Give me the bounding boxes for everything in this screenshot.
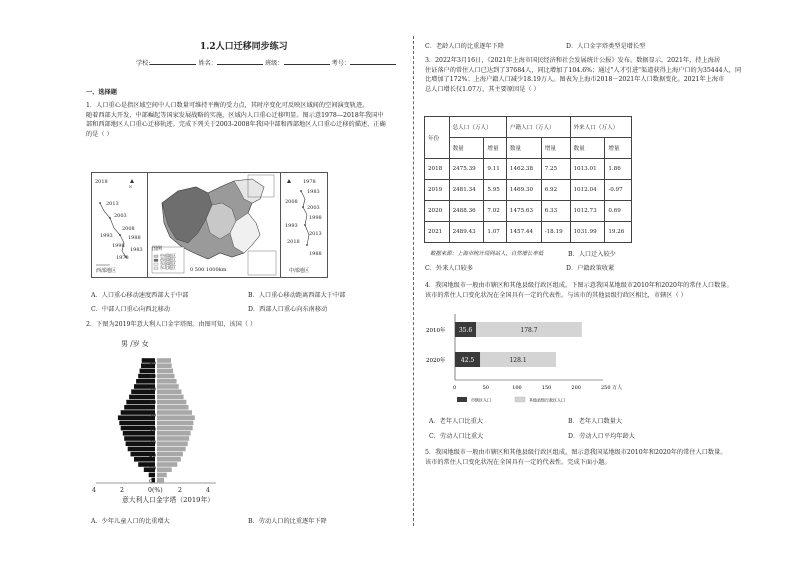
west-year-label: 2008	[122, 226, 135, 232]
sub-header: 增量	[484, 138, 507, 159]
table-row	[425, 201, 632, 222]
female-bar	[157, 441, 188, 446]
q4-option-a[interactable]: A．老年人口比重大	[429, 418, 483, 425]
q2-option-a[interactable]: A．少年儿童人口的比重增大	[91, 518, 170, 525]
legend-item: 中部地区	[160, 253, 177, 259]
west-year-label: 2003	[114, 213, 127, 219]
table-cell: 1031.99	[570, 222, 605, 243]
q2-stem: 2．下图为2019年意大利人口金字塔图。由图可知，该国（ ）	[86, 321, 257, 328]
central-year-label: 2018	[287, 239, 300, 245]
table-cell: 1.07	[484, 222, 507, 243]
west-year-label: 2013	[106, 201, 119, 207]
map-scale: 0 500 1000km	[190, 267, 227, 273]
tick-group	[453, 384, 622, 391]
central-year-label: 2008	[285, 199, 298, 205]
field-number-label: 考号：	[331, 60, 351, 67]
west-year-label: 2018	[95, 179, 108, 185]
q1-line: 部和西部地区人口重心迁移轨迹。完成下列关于2003-2008年我国中部和西部地区人口重心迁移的描述，正确	[86, 121, 386, 129]
table-cell: 2018	[425, 159, 450, 180]
population-bar-chart	[425, 312, 645, 412]
central-year-label: 1998	[309, 215, 322, 221]
central-year-label: 1988	[309, 251, 322, 257]
bar-value-label: 35.6	[458, 327, 473, 334]
table-cell: 2475.39	[449, 159, 484, 180]
q1-option-c[interactable]: C．中部人口重心向西北移动	[91, 306, 170, 313]
axis-tick: 0	[148, 487, 152, 494]
table-cell: 6.33	[541, 201, 570, 222]
female-bar	[157, 421, 193, 426]
female-bar	[157, 426, 193, 431]
female-bar	[157, 478, 164, 483]
west-year-label: 1983	[130, 247, 143, 253]
table-body	[425, 159, 632, 243]
age-label: 0	[149, 478, 153, 485]
field-number-blank[interactable]	[350, 58, 396, 65]
table-cell: 2019	[425, 180, 450, 201]
table-cell: 0.69	[605, 201, 632, 222]
table-cell: 7.25	[541, 159, 570, 180]
bar-value-label: 178.7	[520, 327, 538, 334]
age-label: 60	[149, 400, 157, 407]
q4-line: 该市的常住人口变化状况在全国具有一定的代表性。与该市的其他县级行政区相比，市辖区（ ）	[425, 291, 687, 299]
pyramid-bars	[118, 358, 195, 482]
x-tick-label: 50	[482, 385, 489, 391]
table-cell: 1013.01	[570, 159, 605, 180]
legend-item: 东部地区	[160, 261, 177, 267]
west-trajectory-svg	[92, 173, 147, 277]
q3-option-d[interactable]: D．户籍政策收紧	[566, 265, 615, 272]
age-label: 90	[149, 361, 157, 367]
table-cell: 1462.38	[506, 159, 541, 180]
x-tick-label: 0	[453, 385, 457, 391]
q5-stem	[425, 448, 775, 467]
table-cell: 1012.73	[570, 201, 605, 222]
table-cell: 2021	[425, 222, 450, 243]
legend-item: 西部地区	[160, 257, 177, 263]
legend-item: 东北地区	[160, 265, 177, 271]
table-cell: 1.86	[605, 159, 632, 180]
female-bar	[157, 379, 177, 384]
x-tick-label: 100	[512, 385, 522, 391]
central-year-label: 2013	[309, 231, 322, 237]
q3-line: 3．2022年3月16日，《2021年上海市国民经济和社会发展统计公报》发布。数据显示，2021年，持上海居	[425, 57, 721, 64]
central-year-label: 1978	[303, 179, 316, 185]
q4-option-d[interactable]: D．劳动人口平均年龄大	[568, 433, 635, 440]
west-year-label: 1993	[100, 233, 113, 239]
table-cell: 5.95	[484, 180, 507, 201]
central-year-label: 2003	[307, 205, 320, 211]
female-bar	[157, 467, 172, 472]
legend-title: 图例	[152, 246, 163, 252]
central-year-label: 1983	[307, 189, 320, 195]
central-region-map	[280, 172, 328, 278]
q1-line: 1．人口重心是指区域空间中人口数量可维持平衡的受力点，其时序变化可反映区域间的空间演变轨迹。	[86, 102, 369, 109]
header-fields	[136, 58, 396, 69]
q4-option-b[interactable]: B．老年人口数量大	[568, 418, 623, 425]
q4-option-c[interactable]: C．劳动人口比重大	[429, 433, 484, 440]
table-row	[425, 222, 632, 243]
central-year-label: 1993	[285, 223, 298, 229]
table-cell: 1457.44	[506, 222, 541, 243]
table-row	[425, 180, 632, 201]
q1-option-b[interactable]: B．人口重心移动距离西部大于中部	[248, 292, 346, 299]
legend-other: 其他县级行政区人口	[529, 397, 565, 403]
table-cell: 1012.04	[570, 180, 605, 201]
age-label: 30	[149, 439, 157, 446]
q3-line: 总人口增长仅1.07万，其主要原因是（ ）	[425, 85, 540, 93]
axis-tick: 4	[92, 487, 96, 494]
west-map-caption: 西部地区	[96, 268, 117, 274]
age-label: 70	[149, 387, 157, 394]
column-divider	[413, 36, 414, 526]
page-title: 1.2人口迁移同步练习	[200, 42, 288, 52]
table-cell: 9.11	[484, 159, 507, 180]
female-bar	[157, 395, 184, 400]
female-bar	[157, 452, 183, 457]
q1-option-d[interactable]: D．西部人口重心向东南移动	[248, 306, 328, 313]
female-bar	[157, 384, 179, 389]
central-map-caption: 中部地区	[289, 268, 310, 274]
female-bar	[157, 436, 189, 441]
field-name-blank[interactable]	[217, 58, 263, 65]
x-tick-label: 250 万人	[601, 385, 623, 391]
q1-line: 的是（ ）	[86, 130, 113, 138]
west-region-map	[91, 172, 148, 278]
axis-tick: 4	[206, 487, 210, 494]
bar-value-label: 128.1	[509, 357, 527, 364]
q3-line: 比增加了172%；上海户籍人口减少18.19万人。图表为上海市2018－2021年人口数据变化。2021年上海市	[425, 76, 725, 84]
q3-stem	[425, 56, 770, 94]
age-label: 50	[149, 413, 157, 420]
table-cell: -0.97	[605, 180, 632, 201]
year-header: 年份	[425, 117, 450, 159]
category-label: 2010年	[426, 328, 446, 334]
pyramid-header: 男 /岁 女	[121, 340, 149, 348]
table-cell: 2481.34	[449, 180, 484, 201]
female-bar	[157, 374, 175, 379]
pyramid-caption: 意大利人口金字塔（2019年）	[122, 496, 215, 504]
china-map	[147, 172, 281, 278]
table-cell: 6.92	[541, 180, 570, 201]
age-label: 20	[149, 452, 157, 459]
table-cell: 1469.30	[506, 180, 541, 201]
table-cell: -18.19	[541, 222, 570, 243]
svg-text:N: N	[129, 185, 133, 189]
legend-swatch-other	[515, 397, 525, 402]
sub-header: 增量	[541, 138, 570, 159]
axis-unit: (%)	[152, 487, 163, 494]
q3-line: 住证落户的常住人口已达到了37684人，同比增加了104.6%；通过"人才引进"渠道获得上海户口的为35444人，同	[425, 66, 742, 74]
q3-option-a-b[interactable]	[568, 250, 616, 259]
female-bar	[157, 400, 186, 405]
sub-header: 数量	[449, 138, 484, 159]
sub-header: 数量	[506, 138, 541, 159]
q4-line: 4．我国地级市一般由市辖区和其他县级行政区组成。下图示意我国某地级市2010年和2020年的常住人口数量。	[425, 282, 733, 289]
female-bar	[157, 363, 172, 368]
q1-option-a[interactable]: A．人口重心移动速度西部大于中部	[91, 292, 189, 299]
female-bar	[157, 415, 195, 420]
q2-option-d[interactable]: D．人口金字塔类型是增长型	[566, 43, 646, 50]
category-label: 2020年	[426, 358, 446, 364]
female-bar	[157, 457, 181, 462]
q2-option-b[interactable]: B．劳动人口的比重逐年下降	[248, 518, 327, 525]
age-label: 40	[149, 426, 157, 433]
female-bar	[157, 473, 167, 478]
female-bar	[157, 389, 182, 394]
q1-stem	[86, 101, 411, 139]
q5-line: 该市的常住人口变化状况在全国具有一定的代表性。完成下面小题。	[425, 458, 611, 466]
table-cell: 1475.63	[506, 201, 541, 222]
table-cell: 2020	[425, 201, 450, 222]
q3-option-b[interactable]: B．人口迁入较少	[568, 251, 616, 258]
q2-option-c[interactable]: C．老龄人口的比重逐年下降	[425, 43, 504, 50]
population-table	[424, 116, 632, 243]
field-school-label: 学校:	[136, 60, 151, 67]
total-header: 总人口（万人）	[449, 117, 506, 138]
field-class-label: 班级：	[264, 60, 284, 67]
field-school-blank[interactable]	[150, 58, 196, 65]
age-label: 10	[149, 465, 157, 472]
q5-line: 5．我国地级市一般由市辖区和其他县级行政区组成。图示意我国某地级市2010年和2020年的常住人口数量。	[425, 449, 727, 456]
table-cell: 2489.43	[449, 222, 484, 243]
q1-line: 随着西部大开发、中部崛起等国家发展战略的实施，区域内人口重心迁移明显。图示意1978—2018年我国中	[86, 111, 384, 119]
female-bar	[157, 405, 189, 410]
table-cell: 7.02	[484, 201, 507, 222]
migrant-header: 外来人口（万人）	[570, 117, 632, 138]
registered-header: 户籍人口（万人）	[506, 117, 570, 138]
table-source: 数据来源：上海市统计局网站人，自然增长率低	[430, 251, 544, 257]
axis-tick: 2	[178, 487, 182, 494]
female-bar	[157, 410, 192, 415]
west-year-label: 1998	[112, 243, 125, 249]
bar-group	[426, 322, 582, 367]
female-bar	[157, 369, 173, 374]
table-row	[425, 159, 632, 180]
female-bar	[157, 358, 171, 363]
x-tick-label: 200	[571, 385, 581, 391]
female-bar	[157, 462, 177, 467]
sub-header: 增量	[605, 138, 632, 159]
axis-tick: 2	[120, 487, 124, 494]
section-heading: 一、选择题	[86, 89, 117, 96]
female-bar	[157, 447, 186, 452]
q4-stem	[425, 281, 775, 300]
legend-swatch-urban	[457, 397, 467, 402]
sub-header: 数量	[570, 138, 605, 159]
west-year-label: 1978	[116, 255, 129, 261]
field-name-label: 姓名：	[198, 60, 217, 67]
west-year-label: 1988	[128, 235, 141, 241]
field-class-blank[interactable]	[284, 58, 330, 65]
q3-option-c[interactable]: C．外来人口较多	[425, 265, 474, 272]
legend-urban: 市辖区人口	[471, 397, 491, 403]
age-label: 80	[149, 374, 157, 381]
table-cell: 19.26	[605, 222, 632, 243]
x-tick-label: 150	[541, 385, 552, 391]
table-cell: 2488.36	[449, 201, 484, 222]
bar-value-label: 42.5	[460, 357, 475, 364]
female-bar	[157, 431, 191, 436]
